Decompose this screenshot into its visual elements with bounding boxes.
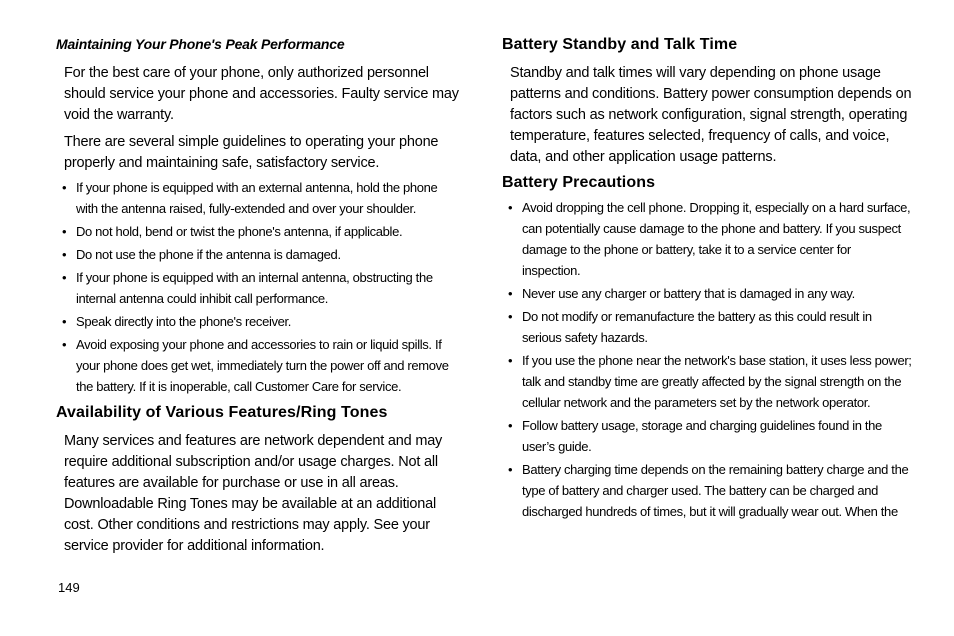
standby-heading: Battery Standby and Talk Time — [502, 36, 738, 53]
page-number: 149 — [58, 580, 80, 595]
bullet-glyph: • — [508, 286, 513, 301]
intro-paragraph-1: For the best care of your phone, only authorized personnel should service your phone and accessories. Faulty service may void the warranty. — [64, 65, 459, 123]
list-item: • If your phone is equipped with an internal antenna, obstructing the internal antenna could inhibit call performance. — [62, 267, 462, 309]
list-item: • Never use any charger or battery that is damaged in any way. — [508, 283, 912, 304]
precautions-bullet-list — [508, 197, 912, 524]
section-title-peak-performance: Maintaining Your Phone's Peak Performance — [56, 36, 345, 52]
list-item: • If your phone is equipped with an external antenna, hold the phone with the antenna raised, fully-extended and over your shoulder. — [62, 177, 462, 219]
list-item: • Do not modify or remanufacture the battery as this could result in serious safety hazards. — [508, 306, 912, 348]
bullet-glyph: • — [62, 180, 67, 195]
standby-paragraph: Standby and talk times will vary depending on phone usage patterns and conditions. Battery power consumption depends on factors such as network configuration, signal strength, operating temperature, features selected, frequency of calls, and voice, data, and other application usage patterns. — [510, 65, 912, 165]
features-paragraph: Many services and features are network dependent and may require additional subscription and/or usage charges. Not all features are available for purchase or use in all areas. Downloadable Ring Tones may be available at an additional cost. Other conditions and restrictions may apply. See your service provider for additional information. — [64, 433, 443, 554]
bullet-glyph: • — [62, 270, 67, 285]
bullet-glyph: • — [508, 418, 513, 433]
list-item: • If you use the phone near the network's base station, it uses less power; talk and standby time are greatly affected by the signal strength on the cellular network and the parameters set by the network operator. — [508, 350, 912, 413]
bullet-glyph: • — [62, 247, 67, 262]
list-item: • Avoid dropping the cell phone. Dropping it, especially on a hard surface, can potentially cause damage to the phone and battery. If you suspect damage to the phone or battery, take it to a service center for inspection. — [508, 197, 912, 281]
bullet-glyph: • — [508, 462, 513, 477]
features-heading: Availability of Various Features/Ring Tones — [56, 404, 388, 421]
list-item: • Battery charging time depends on the remaining battery charge and the type of battery and charger used. The battery can be charged and discharged hundreds of times, but it will gradually wear out. When the — [508, 459, 912, 522]
bullet-glyph: • — [62, 314, 67, 329]
bullet-glyph: • — [62, 337, 67, 352]
bullet-glyph: • — [62, 224, 67, 239]
care-bullet-list — [62, 177, 462, 399]
list-item: • Do not use the phone if the antenna is damaged. — [62, 244, 462, 265]
list-item: • Avoid exposing your phone and accessories to rain or liquid spills. If your phone does get wet, immediately turn the power off and remove the battery. If it is inoperable, call Customer Care for service. — [62, 334, 462, 397]
intro-paragraph-2: There are several simple guidelines to operating your phone properly and maintaining safe, satisfactory service. — [64, 134, 439, 171]
bullet-glyph: • — [508, 309, 513, 324]
list-item: • Follow battery usage, storage and charging guidelines found in the user’s guide. — [508, 415, 912, 457]
precautions-heading: Battery Precautions — [502, 174, 656, 191]
list-item: • Speak directly into the phone's receiver. — [62, 311, 462, 332]
list-item: • Do not hold, bend or twist the phone's antenna, if applicable. — [62, 221, 462, 242]
bullet-glyph: • — [508, 353, 513, 368]
bullet-glyph: • — [508, 200, 513, 215]
